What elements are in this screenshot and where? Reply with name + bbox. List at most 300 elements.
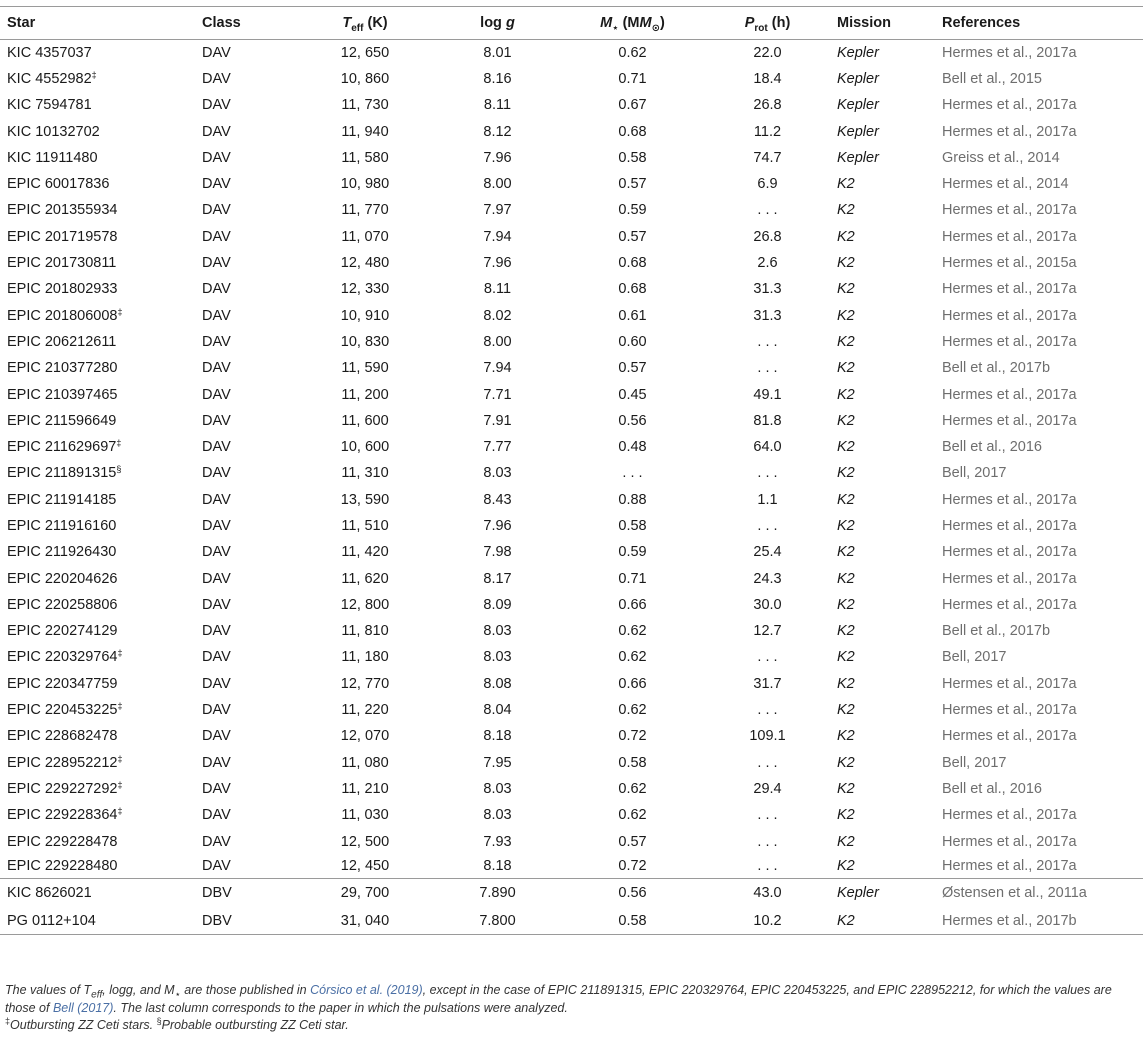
- table-footnotes: ‡Outbursting ZZ Ceti stars. §Probable outbursting ZZ Ceti star.: [5, 1016, 349, 1032]
- table-note-main: The values of $T_{eff}$, logg, and $M_⋆$ are those published in Córsico et al. (2019), except in the case of EPIC 211891315, EPIC 220329764, EPIC 220453225, and EPIC 228952212, for which the values are those of Bell (2017). The last column corresponds to the paper in which the pulsations were analyzed.: [5, 983, 1112, 1015]
- table-row: [0, 408, 1143, 434]
- table-row: [0, 171, 1143, 197]
- cell-mission: K2: [837, 176, 855, 193]
- cell-teff: 10, 600: [340, 439, 390, 456]
- cell-star: KIC 4552982‡: [7, 69, 97, 87]
- table-row: [0, 434, 1143, 460]
- cell-mission: K2: [837, 858, 855, 875]
- footnote-mark: ‡: [117, 701, 123, 712]
- cell-logg: 7.95: [483, 754, 512, 771]
- cell-teff: 10, 860: [340, 70, 390, 87]
- table-row: [0, 329, 1143, 355]
- cell-mission: K2: [837, 702, 855, 719]
- cell-mass: 0.62: [618, 649, 647, 666]
- cell-logg: 7.96: [483, 255, 512, 272]
- cell-teff: 12, 770: [340, 675, 390, 692]
- cell-prot: 29.4: [753, 780, 782, 797]
- cell-star: KIC 4357037: [7, 44, 92, 61]
- cell-teff: 12, 450: [340, 858, 390, 875]
- cell-mission: K2: [837, 623, 855, 640]
- cell-class: DAV: [202, 386, 231, 403]
- cell-mass: . . .: [622, 465, 643, 482]
- cell-logg: 7.91: [483, 412, 512, 429]
- cell-mass: 0.72: [618, 728, 647, 745]
- cell-logg: 7.97: [483, 202, 512, 219]
- cell-prot: 18.4: [753, 70, 782, 87]
- footnote-mark: ‡: [117, 648, 123, 659]
- cell-teff: 12, 500: [340, 833, 390, 850]
- cell-reference: Østensen et al., 2011a: [935, 879, 1143, 908]
- cell-star: EPIC 201806008‡: [7, 306, 123, 324]
- cell-mission: Kepler: [837, 70, 879, 87]
- cell-mission: K2: [837, 780, 855, 797]
- cell-prot: 24.3: [753, 570, 782, 587]
- cell-prot: 1.1: [757, 491, 778, 508]
- cell-logg: 8.11: [483, 97, 512, 114]
- citation-link-corsico[interactable]: Córsico et al. (2019): [310, 983, 423, 997]
- cell-reference: Hermes et al., 2017a: [942, 228, 1077, 245]
- cell-star: EPIC 211914185: [7, 491, 117, 508]
- cell-mission: K2: [837, 491, 855, 508]
- cell-mass: 0.45: [618, 386, 647, 403]
- table-row: [0, 592, 1143, 618]
- table-row: [0, 487, 1143, 513]
- cell-mass: 0.57: [618, 176, 647, 193]
- cell-class: DAV: [202, 281, 231, 298]
- cell-class: DAV: [202, 412, 231, 429]
- cell-class: DAV: [202, 544, 231, 561]
- cell-reference: Hermes et al., 2017b: [935, 908, 1143, 934]
- cell-prot: 49.1: [753, 386, 782, 403]
- cell-mass: 0.67: [618, 97, 647, 114]
- cell-mass: 0.62: [618, 807, 647, 824]
- cell-star: EPIC 220274129: [7, 623, 118, 640]
- cell-logg: 7.94: [483, 228, 512, 245]
- cell-reference: Bell, 2017: [942, 465, 1007, 482]
- cell-mission: Kepler: [837, 44, 879, 61]
- cell-mission: K2: [837, 807, 855, 824]
- cell-teff: 11, 510: [341, 517, 389, 534]
- cell-prot: 43.0: [705, 879, 830, 908]
- cell-class: DAV: [202, 333, 231, 350]
- cell-reference: Hermes et al., 2017a: [942, 517, 1077, 534]
- cell-teff: 11, 580: [341, 149, 389, 166]
- cell-mass: 0.71: [618, 570, 647, 587]
- cell-mass: 0.72: [618, 858, 647, 875]
- cell-star: EPIC 228952212‡: [7, 753, 123, 771]
- cell-reference: Hermes et al., 2017a: [942, 728, 1077, 745]
- cell-class: DAV: [202, 675, 231, 692]
- cell-teff: 11, 940: [341, 123, 389, 140]
- cell-teff: 11, 180: [341, 649, 389, 666]
- cell-star: EPIC 211916160: [7, 517, 117, 534]
- cell-logg: 8.16: [483, 70, 512, 87]
- cell-class: DAV: [202, 623, 231, 640]
- cell-logg: 8.03: [483, 780, 512, 797]
- table-notes: [5, 982, 1135, 1035]
- cell-prot: 31.7: [753, 675, 782, 692]
- cell-mass: 0.57: [618, 360, 647, 377]
- cell-prot: 64.0: [753, 439, 782, 456]
- cell-class: DAV: [202, 44, 231, 61]
- cell-teff: 11, 590: [341, 360, 389, 377]
- cell-prot: 26.8: [753, 97, 782, 114]
- cell-prot: . . .: [757, 833, 778, 850]
- cell-reference: Bell, 2017: [942, 649, 1007, 666]
- table-row: [0, 513, 1143, 539]
- cell-star: KIC 8626021: [0, 879, 195, 908]
- cell-prot: . . .: [757, 465, 778, 482]
- cell-prot: 25.4: [753, 544, 782, 561]
- footnote-mark: §: [116, 464, 122, 475]
- cell-mass: 0.59: [618, 544, 647, 561]
- header-class: Class: [195, 7, 295, 40]
- cell-mission: K2: [837, 675, 855, 692]
- cell-reference: Bell et al., 2017b: [942, 360, 1051, 377]
- cell-logg: 7.71: [483, 386, 512, 403]
- cell-reference: Bell et al., 2016: [942, 780, 1042, 797]
- cell-mission: K2: [837, 754, 855, 771]
- cell-teff: 11, 730: [341, 97, 389, 114]
- cell-prot: . . .: [757, 807, 778, 824]
- table-row: [0, 750, 1143, 776]
- cell-prot: . . .: [757, 649, 778, 666]
- cell-reference: Hermes et al., 2017a: [942, 570, 1077, 587]
- table-row: [0, 302, 1143, 328]
- table-body: [0, 40, 1143, 935]
- cell-teff: 11, 070: [341, 228, 389, 245]
- cell-prot: . . .: [757, 517, 778, 534]
- table-row: [0, 40, 1143, 66]
- table-row: [0, 92, 1143, 118]
- citation-link-bell[interactable]: Bell (2017): [52, 1000, 114, 1015]
- cell-logg: 8.04: [483, 702, 512, 719]
- cell-class: DAV: [202, 465, 231, 482]
- cell-logg: 7.96: [483, 517, 512, 534]
- cell-logg: 8.09: [483, 596, 512, 613]
- table-row: [0, 644, 1143, 670]
- cell-logg: 8.03: [483, 623, 512, 640]
- cell-prot: . . .: [757, 360, 778, 377]
- cell-logg: 8.02: [483, 307, 512, 324]
- cell-mass: 0.57: [618, 228, 647, 245]
- table-row: [0, 671, 1143, 697]
- cell-teff: 11, 810: [341, 623, 389, 640]
- cell-mission: K2: [837, 439, 855, 456]
- cell-teff: 11, 210: [341, 780, 389, 797]
- cell-star: EPIC 229228364‡: [7, 806, 123, 824]
- cell-reference: Hermes et al., 2017a: [942, 123, 1077, 140]
- cell-teff: 11, 310: [341, 465, 389, 482]
- cell-logg: 8.03: [483, 649, 512, 666]
- cell-prot: 2.6: [757, 255, 778, 272]
- cell-mission: Kepler: [830, 879, 935, 908]
- cell-teff: 10, 910: [340, 307, 390, 324]
- table-row: [0, 539, 1143, 565]
- cell-teff: 11, 620: [341, 570, 389, 587]
- cell-mass: 0.56: [560, 879, 705, 908]
- header-mass: $M_⋆$ $(MM_⊙)$: [560, 7, 705, 40]
- cell-reference: Hermes et al., 2017a: [942, 807, 1077, 824]
- cell-logg: 7.94: [483, 360, 512, 377]
- cell-class: DAV: [202, 649, 231, 666]
- footnote-mark: ‡: [117, 779, 123, 790]
- cell-reference: Hermes et al., 2017a: [942, 858, 1077, 875]
- cell-mission: K2: [837, 360, 855, 377]
- table-row: [0, 355, 1143, 381]
- cell-star: EPIC 211629697‡: [7, 438, 122, 456]
- cell-star: EPIC 220204626: [7, 570, 118, 587]
- cell-mass: 0.60: [618, 333, 647, 350]
- cell-teff: 11, 770: [341, 202, 389, 219]
- cell-logg: 8.01: [483, 44, 512, 61]
- cell-reference: Hermes et al., 2017a: [942, 491, 1077, 508]
- cell-star: KIC 7594781: [7, 97, 92, 114]
- cell-mission: K2: [837, 833, 855, 850]
- cell-mission: Kepler: [837, 123, 879, 140]
- cell-teff: 10, 830: [340, 333, 390, 350]
- cell-class: DAV: [202, 307, 231, 324]
- footnote-mark: ‡: [117, 806, 123, 817]
- cell-mass: 0.57: [618, 833, 647, 850]
- table-row: [0, 723, 1143, 749]
- cell-logg: 8.08: [483, 675, 512, 692]
- cell-teff: 12, 070: [340, 728, 390, 745]
- cell-reference: Hermes et al., 2017a: [942, 544, 1077, 561]
- header-logg: log g: [435, 7, 560, 40]
- cell-star: PG 0112+104: [0, 908, 195, 934]
- cell-class: DAV: [202, 202, 231, 219]
- table-row: [0, 460, 1143, 486]
- cell-class: DAV: [202, 702, 231, 719]
- cell-class: DAV: [202, 360, 231, 377]
- cell-class: DAV: [202, 807, 231, 824]
- cell-star: KIC 10132702: [7, 123, 100, 140]
- footnote-mark: ‡: [91, 69, 97, 80]
- table-row: [0, 250, 1143, 276]
- cell-reference: Hermes et al., 2017a: [942, 281, 1077, 298]
- cell-star: KIC 11911480: [7, 149, 98, 166]
- header-references: References: [935, 7, 1143, 40]
- cell-teff: 11, 420: [341, 544, 389, 561]
- cell-star: EPIC 210377280: [7, 360, 118, 377]
- cell-class: DAV: [202, 596, 231, 613]
- cell-teff: 12, 650: [340, 44, 390, 61]
- cell-mission: K2: [837, 255, 855, 272]
- cell-star: EPIC 220347759: [7, 675, 118, 692]
- cell-reference: Hermes et al., 2017a: [942, 386, 1077, 403]
- cell-prot: 31.3: [753, 281, 782, 298]
- cell-reference: Bell, 2017: [942, 754, 1007, 771]
- table-row: [0, 224, 1143, 250]
- table-row: [0, 66, 1143, 92]
- cell-reference: Hermes et al., 2017a: [942, 44, 1077, 61]
- header-star: Star: [0, 7, 195, 40]
- table-row: [0, 197, 1143, 223]
- cell-mission: K2: [837, 228, 855, 245]
- cell-prot: . . .: [757, 333, 778, 350]
- cell-star: EPIC 201719578: [7, 228, 118, 245]
- cell-star: EPIC 211596649: [7, 412, 117, 429]
- header-mission: Mission: [830, 7, 935, 40]
- cell-teff: 31, 040: [295, 908, 435, 934]
- cell-prot: 74.7: [753, 149, 782, 166]
- cell-star: EPIC 211926430: [7, 544, 117, 561]
- cell-logg: 8.12: [483, 123, 512, 140]
- cell-prot: 81.8: [753, 412, 782, 429]
- cell-class: DAV: [202, 728, 231, 745]
- cell-teff: 11, 030: [341, 807, 389, 824]
- cell-prot: 26.8: [753, 228, 782, 245]
- cell-prot: . . .: [757, 754, 778, 771]
- cell-mission: K2: [837, 570, 855, 587]
- footnote-mark: ‡: [117, 753, 123, 764]
- cell-class: DAV: [202, 149, 231, 166]
- cell-reference: Hermes et al., 2014: [942, 176, 1069, 193]
- cell-class: DAV: [202, 517, 231, 534]
- cell-class: DAV: [202, 439, 231, 456]
- cell-prot: . . .: [757, 858, 778, 875]
- cell-reference: Bell et al., 2017b: [942, 623, 1051, 640]
- cell-logg: 8.03: [483, 807, 512, 824]
- cell-mission: K2: [837, 544, 855, 561]
- cell-mass: 0.59: [618, 202, 647, 219]
- cell-mass: 0.61: [618, 307, 647, 324]
- table-row: [0, 381, 1143, 407]
- cell-reference: Bell et al., 2016: [942, 439, 1042, 456]
- cell-logg: 8.00: [483, 176, 512, 193]
- cell-teff: 11, 220: [341, 702, 389, 719]
- cell-star: EPIC 201802933: [7, 281, 118, 298]
- cell-star: EPIC 210397465: [7, 386, 118, 403]
- cell-mission: K2: [837, 728, 855, 745]
- cell-logg: 8.43: [483, 491, 512, 508]
- cell-logg: 7.890: [435, 879, 560, 908]
- header-row: [0, 7, 1143, 40]
- cell-reference: Hermes et al., 2017a: [942, 833, 1077, 850]
- cell-logg: 7.93: [483, 833, 512, 850]
- cell-mission: Kepler: [837, 97, 879, 114]
- cell-prot: 6.9: [757, 176, 778, 193]
- cell-mission: K2: [837, 202, 855, 219]
- cell-star: EPIC 229228480: [7, 858, 118, 875]
- table-row: [0, 802, 1143, 828]
- cell-teff: 12, 330: [340, 281, 390, 298]
- cell-mission: Kepler: [837, 149, 879, 166]
- cell-class: DAV: [202, 570, 231, 587]
- cell-mass: 0.71: [618, 70, 647, 87]
- cell-class: DAV: [202, 491, 231, 508]
- cell-reference: Hermes et al., 2017a: [942, 333, 1077, 350]
- cell-teff: 11, 200: [341, 386, 389, 403]
- cell-mission: K2: [837, 596, 855, 613]
- table-row: [0, 776, 1143, 802]
- cell-teff: 12, 800: [340, 596, 390, 613]
- data-table-container: [0, 6, 1143, 935]
- cell-reference: Greiss et al., 2014: [942, 149, 1060, 166]
- table-row: [0, 145, 1143, 171]
- cell-class: DBV: [195, 908, 295, 934]
- cell-class: DAV: [202, 70, 231, 87]
- cell-prot: 30.0: [753, 596, 782, 613]
- cell-star: EPIC 220453225‡: [7, 701, 123, 719]
- cell-logg: 7.96: [483, 149, 512, 166]
- cell-star: EPIC 229227292‡: [7, 779, 123, 797]
- cell-prot: 22.0: [753, 44, 782, 61]
- cell-mass: 0.62: [618, 623, 647, 640]
- cell-logg: 8.00: [483, 333, 512, 350]
- cell-reference: Hermes et al., 2017a: [942, 307, 1077, 324]
- cell-class: DAV: [202, 833, 231, 850]
- cell-class: DAV: [202, 228, 231, 245]
- cell-mass: 0.62: [618, 702, 647, 719]
- cell-mass: 0.58: [618, 149, 647, 166]
- table-row: [0, 879, 1143, 908]
- cell-mass: 0.56: [618, 412, 647, 429]
- cell-mission: K2: [837, 386, 855, 403]
- cell-star: EPIC 206212611: [7, 333, 117, 350]
- table-row: [0, 276, 1143, 302]
- table-header: [0, 7, 1143, 40]
- cell-class: DAV: [202, 255, 231, 272]
- cell-prot: 12.7: [753, 623, 782, 640]
- cell-mass: 0.58: [618, 517, 647, 534]
- pulsating-white-dwarf-table: [0, 6, 1143, 935]
- cell-logg: 7.77: [483, 439, 512, 456]
- cell-mass: 0.58: [618, 754, 647, 771]
- cell-mass: 0.68: [618, 281, 647, 298]
- cell-logg: 8.03: [483, 465, 512, 482]
- cell-teff: 11, 600: [341, 412, 389, 429]
- cell-prot: . . .: [757, 202, 778, 219]
- cell-teff: 13, 590: [340, 491, 390, 508]
- cell-class: DAV: [202, 123, 231, 140]
- cell-logg: 8.18: [483, 858, 512, 875]
- cell-teff: 10, 980: [340, 176, 390, 193]
- cell-mass: 0.48: [618, 439, 647, 456]
- cell-mass: 0.66: [618, 675, 647, 692]
- cell-class: DAV: [202, 97, 231, 114]
- table-row: [0, 118, 1143, 144]
- table-row: [0, 855, 1143, 879]
- cell-reference: Hermes et al., 2017a: [942, 596, 1077, 613]
- cell-star: EPIC 220329764‡: [7, 648, 123, 666]
- cell-mass: 0.68: [618, 255, 647, 272]
- cell-mission: K2: [837, 517, 855, 534]
- cell-star: EPIC 228682478: [7, 728, 118, 745]
- cell-teff: 11, 080: [341, 754, 389, 771]
- cell-class: DAV: [202, 176, 231, 193]
- cell-logg: 8.18: [483, 728, 512, 745]
- cell-logg: 7.98: [483, 544, 512, 561]
- cell-mass: 0.68: [618, 123, 647, 140]
- cell-mission: K2: [830, 908, 935, 934]
- cell-mass: 0.62: [618, 44, 647, 61]
- cell-star: EPIC 60017836: [7, 176, 110, 193]
- cell-mass: 0.66: [618, 596, 647, 613]
- cell-mass: 0.62: [618, 780, 647, 797]
- cell-teff: 12, 480: [340, 255, 390, 272]
- cell-mission: K2: [837, 307, 855, 324]
- cell-prot: . . .: [757, 702, 778, 719]
- cell-prot: 31.3: [753, 307, 782, 324]
- cell-reference: Bell et al., 2015: [942, 70, 1042, 87]
- cell-prot: 109.1: [749, 728, 786, 745]
- cell-class: DAV: [202, 858, 231, 875]
- cell-mission: K2: [837, 333, 855, 350]
- table-row: [0, 908, 1143, 934]
- cell-logg: 8.17: [483, 570, 512, 587]
